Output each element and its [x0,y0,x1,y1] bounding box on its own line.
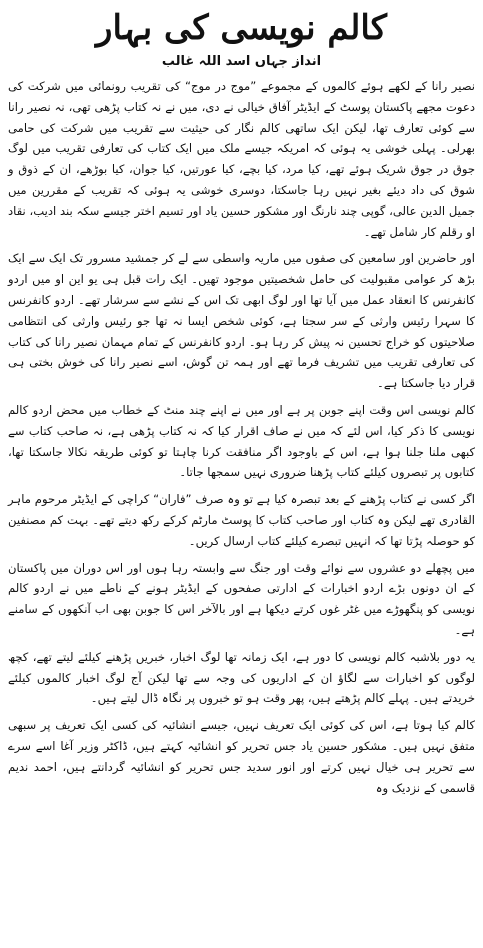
article-paragraph: اگر کسی نے کتاب پڑھنے کے بعد تبصرہ کیا ہے تو وہ صرف ”فاران“ کراچی کے ایڈیٹر مرحوم ماہر القادری تھے لیکن وہ کتاب اور صاحب کتاب کا پوسٹ مارٹم کرکے رکھ دیتے تھے۔ بہت کم مصنفین کو حوصلہ پڑتا تھا کہ انہیں تبصرے کیلئے کتاب ارسال کریں۔ [8,492,475,548]
article-paragraph: میں پچھلے دو عشروں سے نوائے وقت اور جنگ سے وابستہ رہا ہوں اور اس دوران میں پاکستان کے ان دونوں بڑے اردو اخبارات کے ادارتی صفحوں کے ایڈیٹر ہونے کے ناطے میں نے اردو کالم نویسی کو پنگھوڑے میں غٹر غوں کرتے دیکھا ہے اور بالآخر اس کا جوبن بھی اب آنکھوں کے سامنے ہے۔ [8,560,475,637]
article-body [8,76,475,798]
article-paragraph: اور حاضرین اور سامعین کی صفوں میں ماریہ واسطی سے لے کر جمشید مسرور تک ایک سے ایک بڑھ کر عوامی مقبولیت کی حامل شخصیتیں موجود تھیں۔ ایک رات قبل ہی یو این او میں اردو کانفرنس کا انعقاد عمل میں آیا تھا اور لوگ ابھی تک اس کے نشے سے سرشار تھے۔ اردو کانفرنس کا سہرا رئیس وارثی کے سر سجتا ہے، کوئی شخص ایسا نہ تھا جو رئیس وارثی کی انتظامی صلاحیتوں کو خراج تحسین نہ پیش کر رہا ہو۔ اردو کانفرنس کے تمام مہمان نصیر رانا کی کتاب کی تعارفی تقریب میں تشریف فرما تھے اور ہمہ تن گوش، اسے نصیر رانا کی خوش بختی ہی قرار دیا جاسکتا ہے۔ [8,251,475,391]
article-paragraph: نصیر رانا کے لکھے ہوئے کالموں کے مجموعے ”موج در موج“ کی تقریب رونمائی میں شرکت کی دعوت مجھے پاکستان پوسٹ کے ایڈیٹر آفاق خیالی نے دی، میں نے نہ کتاب پڑھی تھی، نہ نصیر رانا سے کوئی تعارف تھا، لیکن ایک ساتھی کالم نگار کی حیثیت سے تقریب میں شرکت کی حامی بھرلی۔ پہلی خوشی یہ ہوئی کہ امریکہ جیسے ملک میں ایک کتاب کی تعارفی تقریب میں لوگ جوق در جوق شریک ہوئے تھے، کیا مرد، کیا بچے، کیا عورتیں، کیا جوان، کیا بوڑھے، ان کے ذوق و شوق کی داد دیئے بغیر نہیں رہا جاسکتا، دوسری خوشی یہ ہوئی کہ تقریب کے مقررین میں جمیل الدین عالی، گوپی چند نارنگ اور مشکور حسین یاد اور تسیم اختر جیسے سکہ بند ادیب، نقاد او رقلم کار شامل تھے۔ [8,79,475,239]
article-paragraph: یہ دور بلاشبہ کالم نویسی کا دور ہے، ایک زمانہ تھا لوگ اخبار، خبریں پڑھنے کیلئے لیتے تھے، کچھ لوگوں کو اخبارات سے لگاؤ ان کے اداریوں کی وجہ سے تھا لیکن آج لوگ اخبار کالموں کیلئے خریدتے ہیں۔ پہلے کالم پڑھتے ہیں، پھر وقت ہو تو خبروں پر نگاہ ڈال لیتے ہیں۔ [8,649,475,706]
article-paragraph: کالم نویسی اس وقت اپنے جوبن پر ہے اور میں نے اپنے چند منٹ کے خطاب میں محض اردو کالم نویسی کا ذکر کیا، اس لئے کہ میں نے صاف اقرار کیا کہ نہ کتاب پڑھی ہے، نہ صاحب کتاب سے کبھی ملنا جلنا ہوا ہے، اس کے باوجود اگر منافقت کرنا چاہتا تو کوئی طریقہ نکالا جاسکتا تھا، کتابوں پر تبصروں کیلئے کتاب پڑھنا ضروری نہیں سمجھا جاتا۔ [8,402,475,480]
article-title: کالم نویسی کی بہار [96,8,387,48]
article-byline: انداز جہاں اسد اللہ غالب [161,54,322,69]
article-paragraph: کالم کیا ہوتا ہے، اس کی کوئی ایک تعریف نہیں، جیسے انشائیہ کی کسی ایک تعریف پر سبھی متفق نہیں ہیں۔ مشکور حسین یاد جس تحریر کو انشائیہ کہتے ہیں، ڈاکٹر وزیر آغا اسے سرے سے تحریر ہی خیال نہیں کرتے اور انور سدید جس تحریر کو انشائیہ گردانتے ہیں، احمد ندیم قاسمی کے نزدیک وہ [8,718,475,795]
